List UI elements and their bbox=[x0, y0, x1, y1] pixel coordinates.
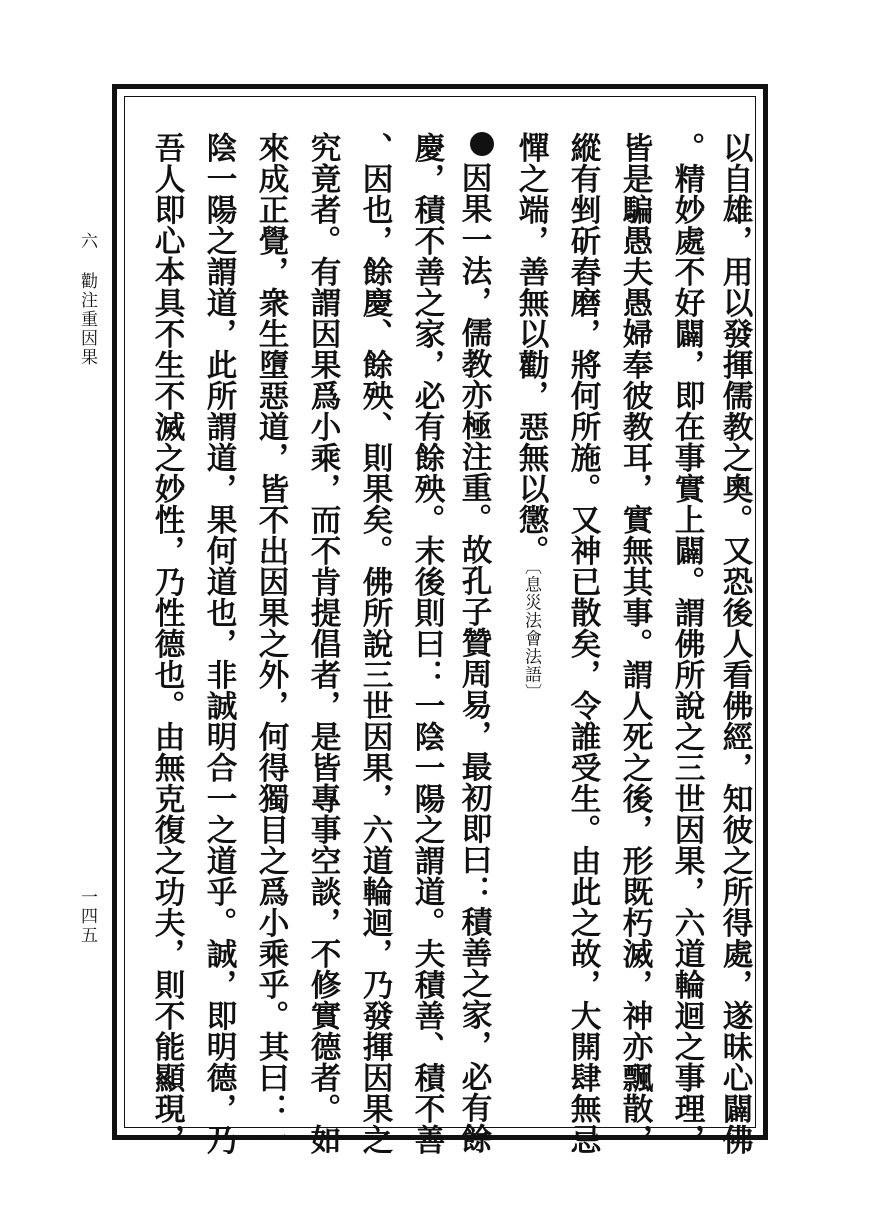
text-column: 以自雄，用以發揮儒教之奧。又恐後人看佛經，知彼之所得處，遂昧心闢佛 bbox=[717, 132, 753, 1155]
text-body bbox=[132, 110, 753, 1155]
chapter-number: 六 bbox=[77, 232, 97, 251]
text-column: 。精妙處不好闢，即在事實上闢。謂佛所說之三世因果，六道輪迴之事理， bbox=[669, 132, 705, 1155]
text-column bbox=[458, 132, 494, 1154]
source-note: 〔息災法會法語〕 bbox=[521, 566, 541, 702]
column-text: 憚之端，善無以勸，惡無以懲。 bbox=[513, 132, 549, 566]
bullet-icon bbox=[470, 132, 494, 156]
text-column bbox=[513, 132, 549, 702]
text-column: 究竟者。有謂因果爲小乘，而不肯提倡者，是皆專事空談，不修實德者。如 bbox=[305, 132, 341, 1155]
section-title: 勸注重因果 bbox=[77, 272, 97, 367]
page-number: 一四五 bbox=[77, 888, 97, 945]
text-column: 縱有剉斫舂磨，將何所施。又神已散矣，令誰受生。由此之故，大開肆無忌 bbox=[565, 132, 601, 1155]
paragraph-start: 因果一法，儒教亦極注重。故孔子贊周易，最初即曰：積善之家，必有餘 bbox=[456, 162, 492, 1154]
text-column: 來成正覺，衆生墮惡道，皆不出因果之外，何得獨目之爲小乘乎。其曰：一 bbox=[253, 132, 289, 1155]
text-column: 吾人即心本具不生不滅之妙性，乃性德也。由無克復之功夫，則不能顯現， bbox=[149, 132, 185, 1155]
text-column: 慶，積不善之家，必有餘殃。末後則曰：一陰一陽之謂道。夫積善、積不善 bbox=[409, 132, 445, 1155]
text-column: 陰一陽之謂道，此所謂道，果何道也，非誠明合一之道乎。誠，即明德，乃 bbox=[201, 132, 237, 1155]
text-column: 皆是騙愚夫愚婦奉彼教耳，實無其事。謂人死之後，形既朽滅，神亦飄散， bbox=[617, 132, 653, 1155]
text-column: 、因也，餘慶、餘殃、則果矣。佛所說三世因果，六道輪迴，乃發揮因果之 bbox=[357, 132, 393, 1155]
